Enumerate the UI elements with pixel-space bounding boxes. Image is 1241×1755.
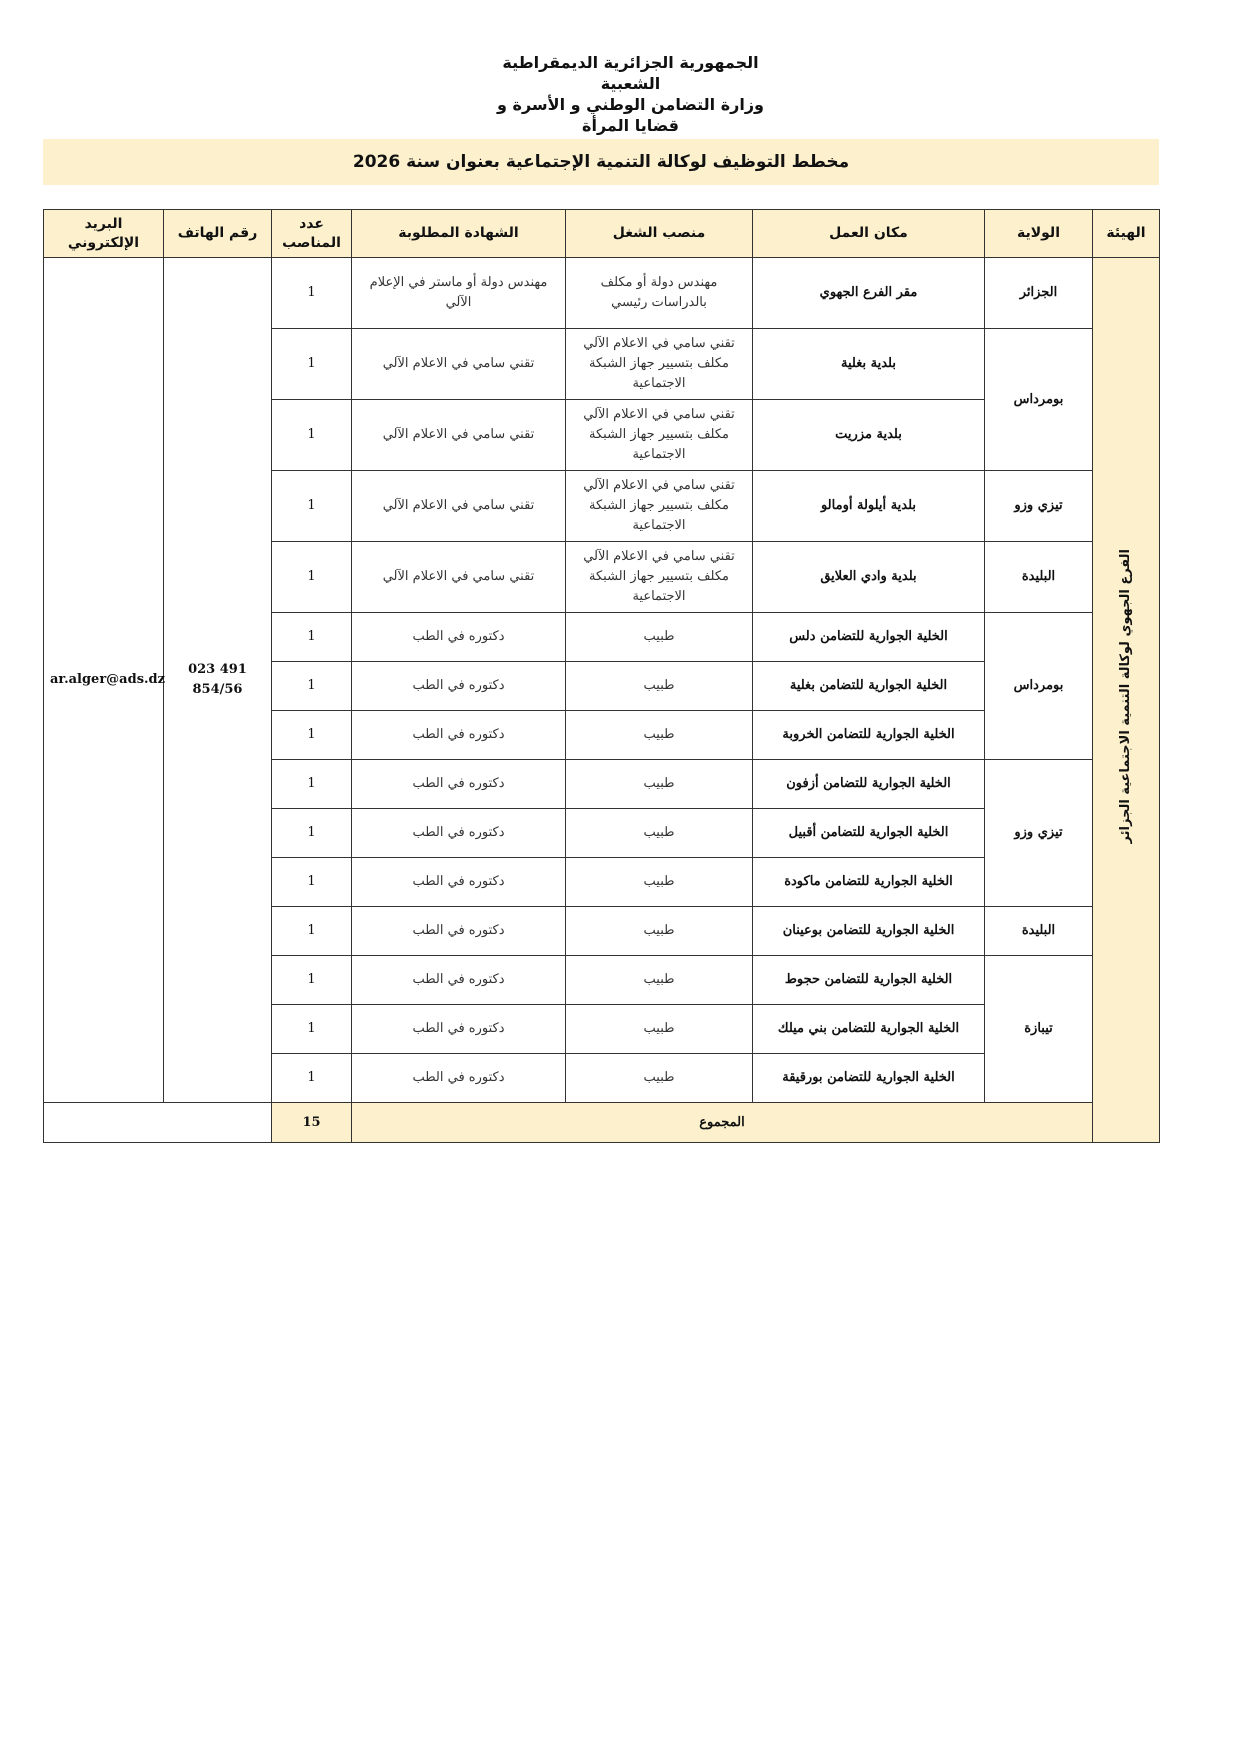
count-cell: 1 (272, 1054, 352, 1103)
header-position: منصب الشغل (566, 210, 753, 258)
degree-cell: دكتوره في الطب (352, 907, 566, 956)
workplace-cell: بلدية أيلولة أومالو (753, 471, 985, 542)
total-value: 15 (272, 1103, 352, 1143)
document-title: مخطط التوظيف لوكالة التنمية الإجتماعية بعنوان سنة 2026 (352, 152, 850, 172)
wilaya-cell: البليدة (985, 907, 1093, 956)
position-cell: طبيب (566, 956, 753, 1005)
position-cell: طبيب (566, 809, 753, 858)
position-cell: طبيب (566, 1054, 753, 1103)
count-cell: 1 (272, 907, 352, 956)
count-cell: 1 (272, 329, 352, 400)
workplace-cell: الخلية الجوارية للتضامن دلس (753, 613, 985, 662)
total-blank-cell (44, 1103, 272, 1143)
degree-cell: دكتوره في الطب (352, 809, 566, 858)
degree-cell: دكتوره في الطب (352, 858, 566, 907)
count-cell: 1 (272, 400, 352, 471)
recruitment-table (43, 209, 1160, 1143)
document-title-banner (43, 139, 1159, 185)
letterhead-line-ministry: وزارة التضامن الوطني و الأسرة و قضايا المرأة (497, 95, 764, 135)
degree-cell: دكتوره في الطب (352, 760, 566, 809)
degree-cell: تقني سامي في الاعلام الآلي (352, 400, 566, 471)
workplace-cell: الخلية الجوارية للتضامن أقبيل (753, 809, 985, 858)
count-cell: 1 (272, 956, 352, 1005)
count-cell: 1 (272, 613, 352, 662)
count-cell: 1 (272, 1005, 352, 1054)
workplace-cell: الخلية الجوارية للتضامن بغلية (753, 662, 985, 711)
header-workplace: مكان العمل (753, 210, 985, 258)
body-cell (1093, 258, 1160, 1143)
wilaya-cell: بومرداس (985, 613, 1093, 760)
degree-cell: تقني سامي في الاعلام الآلي (352, 471, 566, 542)
degree-cell: مهندس دولة أو ماستر في الإعلام الآلي (352, 258, 566, 329)
workplace-cell: الخلية الجوارية للتضامن بني ميلك (753, 1005, 985, 1054)
position-cell: طبيب (566, 711, 753, 760)
position-cell: طبيب (566, 1005, 753, 1054)
header-count: عدد المناصب (272, 210, 352, 258)
position-cell: تقني سامي في الاعلام الآلي مكلف بتسيير جهاز الشبكة الاجتماعية (566, 471, 753, 542)
count-cell: 1 (272, 809, 352, 858)
count-cell: 1 (272, 760, 352, 809)
count-cell: 1 (272, 662, 352, 711)
phone-cell: 023 491 854/56 (164, 258, 272, 1103)
workplace-cell: بلدية بغلية (753, 329, 985, 400)
degree-cell: دكتوره في الطب (352, 1005, 566, 1054)
degree-cell: دكتوره في الطب (352, 711, 566, 760)
position-cell: طبيب (566, 858, 753, 907)
degree-cell: دكتوره في الطب (352, 662, 566, 711)
position-cell: مهندس دولة أو مكلف بالدراسات رئيسي (566, 258, 753, 329)
wilaya-cell: الجزائر (985, 258, 1093, 329)
workplace-cell: الخلية الجوارية للتضامن حجوط (753, 956, 985, 1005)
workplace-cell: بلدية مزريت (753, 400, 985, 471)
wilaya-cell: تيزي وزو (985, 760, 1093, 907)
workplace-cell: الخلية الجوارية للتضامن ماكودة (753, 858, 985, 907)
degree-cell: دكتوره في الطب (352, 1054, 566, 1103)
workplace-cell: الخلية الجوارية للتضامن بورقيقة (753, 1054, 985, 1103)
wilaya-cell: تيبازة (985, 956, 1093, 1103)
header-body: الهيئة (1093, 210, 1160, 258)
position-cell: تقني سامي في الاعلام الآلي مكلف بتسيير جهاز الشبكة الاجتماعية (566, 329, 753, 400)
workplace-cell: الخلية الجوارية للتضامن أزفون (753, 760, 985, 809)
workplace-cell: بلدية وادي العلايق (753, 542, 985, 613)
degree-cell: دكتوره في الطب (352, 956, 566, 1005)
count-cell: 1 (272, 542, 352, 613)
letterhead-line-republic: الجمهورية الجزائرية الديمقراطية الشعبية (502, 53, 759, 93)
count-cell: 1 (272, 258, 352, 329)
total-label: المجموع (352, 1103, 1093, 1143)
workplace-cell: الخلية الجوارية للتضامن الخروبة (753, 711, 985, 760)
wilaya-cell: البليدة (985, 542, 1093, 613)
header-phone: رقم الهاتف (164, 210, 272, 258)
position-cell: طبيب (566, 662, 753, 711)
degree-cell: تقني سامي في الاعلام الآلي (352, 542, 566, 613)
body-name: الفرع الجهوي لوكالة التنمية الاجتماعية الجزائر (1118, 549, 1133, 844)
table-header-row (44, 210, 1160, 258)
table-row (44, 258, 1160, 329)
degree-cell: تقني سامي في الاعلام الآلي (352, 329, 566, 400)
degree-cell: دكتوره في الطب (352, 613, 566, 662)
position-cell: طبيب (566, 613, 753, 662)
position-cell: تقني سامي في الاعلام الآلي مكلف بتسيير جهاز الشبكة الاجتماعية (566, 542, 753, 613)
count-cell: 1 (272, 711, 352, 760)
header-email: البريد الإلكتروني (44, 210, 164, 258)
workplace-cell: مقر الفرع الجهوي (753, 258, 985, 329)
position-cell: طبيب (566, 907, 753, 956)
workplace-cell: الخلية الجوارية للتضامن بوعينان (753, 907, 985, 956)
header-wilaya: الولاية (985, 210, 1093, 258)
wilaya-cell: بومرداس (985, 329, 1093, 471)
position-cell: طبيب (566, 760, 753, 809)
email-cell: ar.alger@ads.dz (44, 258, 164, 1103)
count-cell: 1 (272, 858, 352, 907)
count-cell: 1 (272, 471, 352, 542)
total-row (44, 1103, 1160, 1143)
position-cell: تقني سامي في الاعلام الآلي مكلف بتسيير جهاز الشبكة الاجتماعية (566, 400, 753, 471)
header-degree: الشهادة المطلوبة (352, 210, 566, 258)
wilaya-cell: تيزي وزو (985, 471, 1093, 542)
